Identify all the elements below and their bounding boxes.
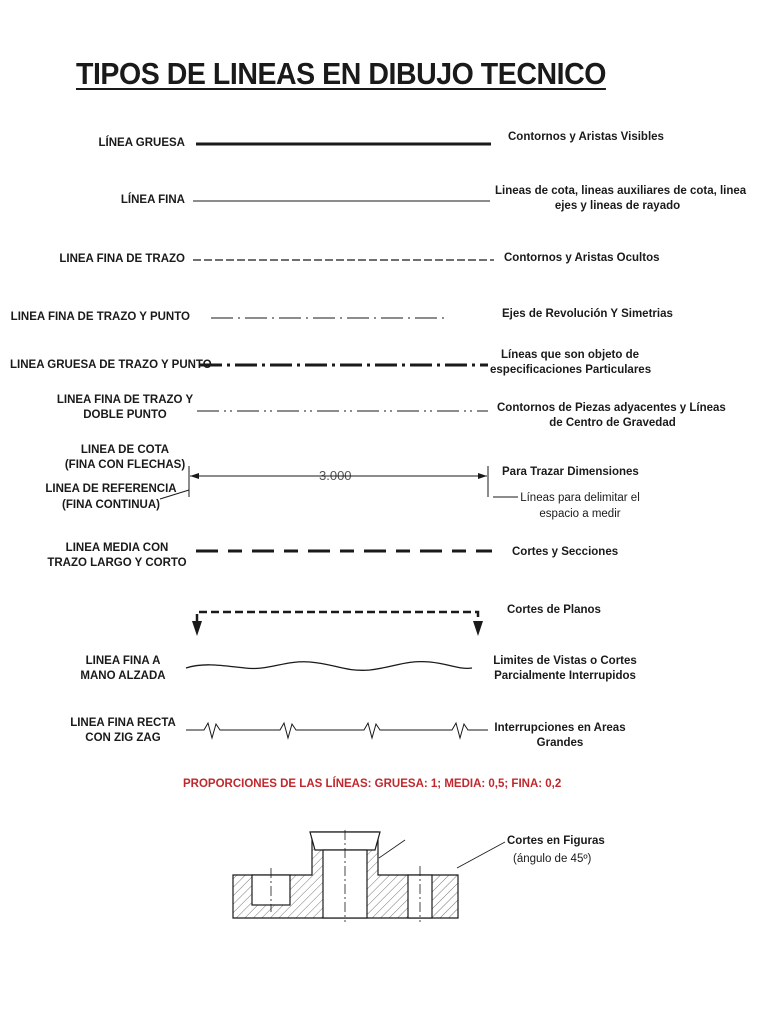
desc-interrupciones-2: Grandes [536,737,584,749]
desc-piezas-adyacentes-1: Contornos de Piezas adyacentes y Líneas [497,402,726,414]
desc-interrupciones-1: Interrupciones en Areas [494,722,626,734]
desc-ejes-revolucion: Ejes de Revolución Y Simetrias [502,308,673,320]
label-zig-zag-1: LINEA FINA RECTA [70,717,176,729]
label-linea-de-cota-1: LINEA DE COTA [80,444,170,456]
desc-lineas-cota-2: ejes y lineas de rayado [554,200,681,212]
sample-corte-planos [197,612,478,622]
label-zig-zag-2: CON ZIG ZAG [85,732,161,744]
desc-lineas-cota-1: Lineas de cota, lineas auxiliares de cota, linea [495,185,747,197]
section-figure [233,830,505,922]
label-linea-fina-de-trazo: LINEA FINA DE TRAZO [59,253,185,265]
desc-piezas-adyacentes-2: de Centro de Gravedad [549,417,676,429]
label-mano-alzada-2: MANO ALZADA [80,670,166,682]
arrow-left [190,473,199,479]
desc-contornos-visibles: Contornos y Aristas Visibles [508,131,664,143]
label-mano-alzada-1: LINEA FINA A [85,655,161,667]
desc-delimitar-1: Líneas para delimitar el [520,492,640,504]
proportions-note: PROPORCIONES DE LAS LÍNEAS: GRUESA: 1; MEDIA: 0,5; FINA: 0,2 [183,778,562,790]
arrow-plane-left [192,621,202,636]
dimension-value: 3.000 [316,468,355,483]
sample-mano-alzada [186,662,472,671]
label-linea-gruesa: LÍNEA GRUESA [98,137,185,149]
label-linea-gruesa-trazo-punto: LINEA GRUESA DE TRAZO Y PUNTO [10,359,212,371]
desc-delimitar-2: espacio a medir [539,508,621,520]
desc-limites-vistas-1: Limites de Vistas o Cortes [493,655,637,667]
desc-especificaciones-2: especificaciones Particulares [490,364,652,376]
label-linea-de-cota-2: (FINA CON FLECHAS) [64,459,186,471]
section-figure-label-1: Cortes en Figuras [507,835,605,847]
arrow-plane-right [473,621,483,636]
label-linea-media-1: LINEA MEDIA CON [65,542,169,554]
label-linea-media-2: TRAZO LARGO Y CORTO [47,557,187,569]
section-figure-label-2: (ángulo de 45º) [513,853,592,865]
label-linea-fina-doble-punto-2: DOBLE PUNTO [83,409,167,421]
desc-especificaciones-1: Líneas que son objeto de [500,349,640,361]
label-linea-fina-trazo-punto: LINEA FINA DE TRAZO Y PUNTO [10,311,190,323]
label-linea-fina: LÍNEA FINA [120,194,185,206]
desc-trazar-dimensiones: Para Trazar Dimensiones [502,466,639,478]
label-linea-referencia-1: LINEA DE REFERENCIA [45,483,177,495]
leader-left [160,490,189,499]
desc-cortes-secciones: Cortes y Secciones [512,546,619,558]
label-linea-fina-doble-punto-1: LINEA FINA DE TRAZO Y [56,394,194,406]
sample-zig-zag [186,723,488,738]
desc-cortes-planos: Cortes de Planos [507,604,601,616]
arrow-right [478,473,487,479]
label-linea-referencia-2: (FINA CONTINUA) [62,499,160,511]
desc-contornos-ocultos: Contornos y Aristas Ocultos [504,252,660,264]
page-title: TIPOS DE LINEAS EN DIBUJO TECNICO [76,56,606,91]
desc-limites-vistas-2: Parcialmente Interrupidos [494,670,636,682]
